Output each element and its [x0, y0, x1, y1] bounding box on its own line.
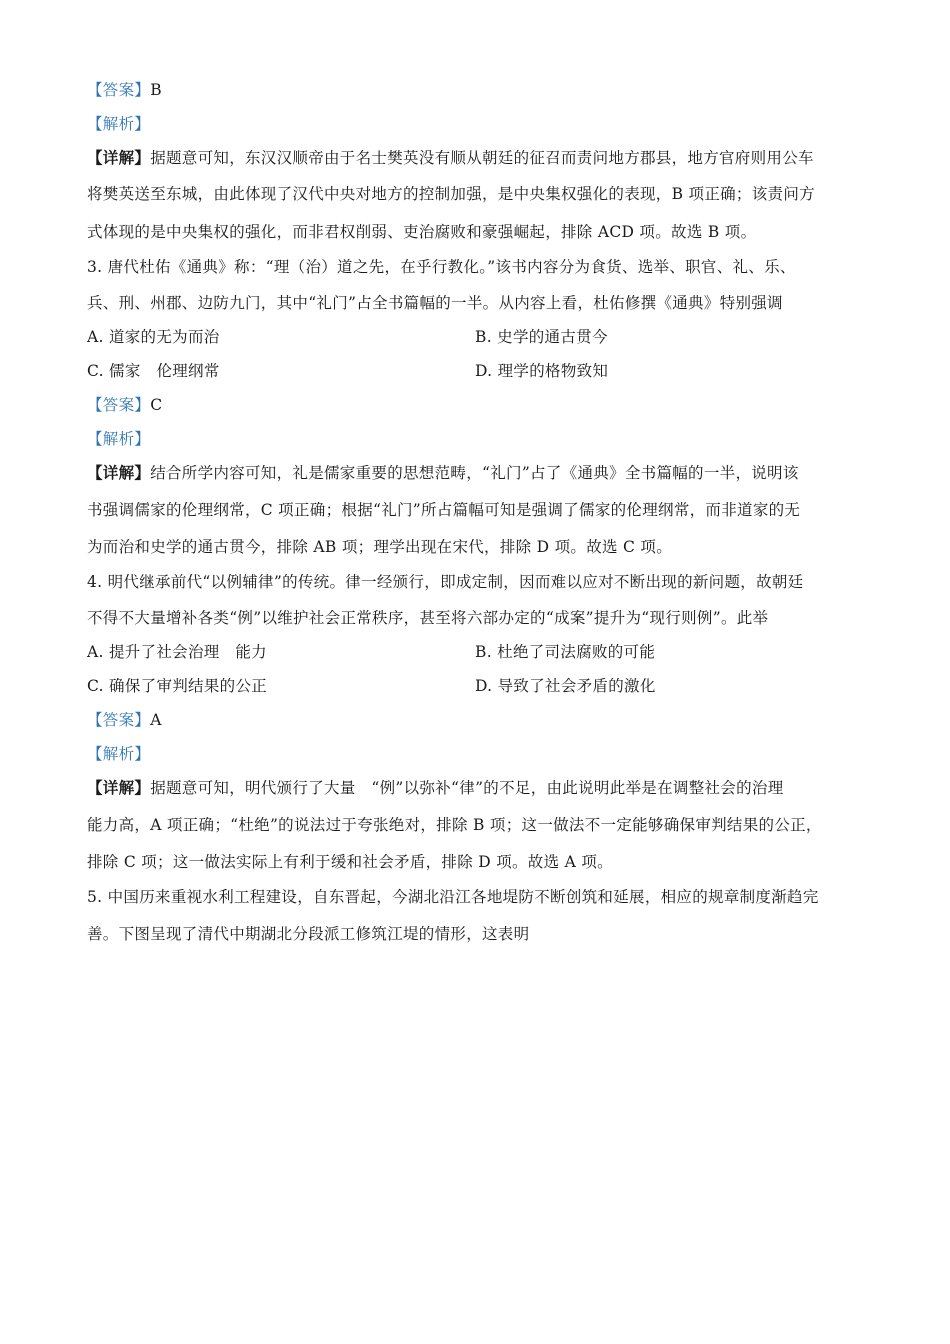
detail-text: 据题意可知，东汉汉顺帝由于名士樊英没有顺从朝廷的征召而责问地方郡县，地方官府则用公车	[150, 149, 814, 167]
q5-stem-line-1: 5. 中国历来重视水利工程建设，自东晋起，今湖北沿江各地堤防不断创筑和延展，相应的规章制度渐趋完	[87, 888, 819, 906]
q4-analysis-tag: 【解析】	[87, 745, 151, 763]
detail-tag: 【详解】	[87, 148, 151, 167]
q2-analysis-tag: 【解析】	[87, 115, 151, 133]
q4-stem-line-2: 不得不大量增补各类“例”以维护社会正常秩序，甚至将六部办定的“成案”提升为“现行则例”。此举	[87, 609, 769, 627]
q4-option-a: A. 提升了社会治理 能力	[87, 643, 267, 661]
q3-detail-line-2: 书强调儒家的伦理纲常，C 项正确；根据“礼门”所占篇幅可知是强调了儒家的伦理纲常，而非道家的无	[87, 501, 801, 519]
detail-text: 据题意可知，明代颁行了大量 “例”以弥补“律”的不足，由此说明此举是在调整社会的治理	[150, 779, 784, 797]
detail-text: 结合所学内容可知，礼是儒家重要的思想范畴，“礼门”占了《通典》全书篇幅的一半，说明该	[150, 464, 799, 482]
q3-detail-line-3: 为而治和史学的通古贯今，排除 AB 项；理学出现在宋代，排除 D 项。故选 C 项。	[87, 538, 673, 556]
detail-tag: 【详解】	[87, 778, 151, 797]
q3-answer	[87, 395, 162, 415]
answer-tag: 【答案】	[87, 711, 151, 729]
q3-option-b: B. 史学的通古贯今	[475, 328, 608, 346]
answer-tag: 【答案】	[87, 396, 151, 414]
answer-value: A	[150, 711, 162, 729]
q3-stem-line-1: 3. 唐代杜佑《通典》称：“理（治）道之先，在乎行教化。”该书内容分为食货、选举、职官、礼、乐、	[87, 258, 796, 276]
q4-detail-line-2: 能力高，A 项正确；“杜绝”的说法过于夸张绝对，排除 B 项；这一做法不一定能够确保审判结果的公正，	[87, 816, 822, 834]
answer-value: B	[150, 81, 162, 99]
q4-detail-line-1	[87, 778, 784, 798]
q2-detail-line-2: 将樊英送至东城，由此体现了汉代中央对地方的控制加强，是中央集权强化的表现，B 项正确；该责问方	[87, 185, 815, 203]
q2-detail-line-3: 式体现的是中央集权的强化，而非君权削弱、吏治腐败和豪强崛起，排除 ACD 项。故选 B 项。	[87, 223, 757, 241]
q4-option-c: C. 确保了审判结果的公正	[87, 677, 268, 695]
q4-option-b: B. 杜绝了司法腐败的可能	[475, 643, 656, 661]
q4-stem-line-1: 4. 明代继承前代“以例辅律”的传统。律一经颁行，即成定制，因而难以应对不断出现的新问题，故朝廷	[87, 573, 804, 591]
q2-answer	[87, 80, 162, 100]
q4-detail-line-3: 排除 C 项；这一做法实际上有利于缓和社会矛盾，排除 D 项。故选 A 项。	[87, 853, 613, 871]
q4-option-d: D. 导致了社会矛盾的激化	[475, 677, 656, 695]
q3-stem-line-2: 兵、刑、州郡、边防九门，其中“礼门”占全书篇幅的一半。从内容上看，杜佑修撰《通典》特别强调	[87, 294, 783, 312]
q3-analysis-tag: 【解析】	[87, 430, 151, 448]
q3-option-c: C. 儒家 伦理纲常	[87, 362, 220, 380]
q2-detail-line-1	[87, 148, 814, 168]
q3-detail-line-1	[87, 463, 799, 483]
q3-option-d: D. 理学的格物致知	[475, 362, 609, 380]
q5-stem-line-2: 善。下图呈现了清代中期湖北分段派工修筑江堤的情形，这表明	[87, 925, 530, 943]
q4-answer	[87, 710, 162, 730]
q3-option-a: A. 道家的无为而治	[87, 328, 220, 346]
answer-tag: 【答案】	[87, 81, 151, 99]
answer-value: C	[150, 396, 163, 414]
detail-tag: 【详解】	[87, 463, 151, 482]
